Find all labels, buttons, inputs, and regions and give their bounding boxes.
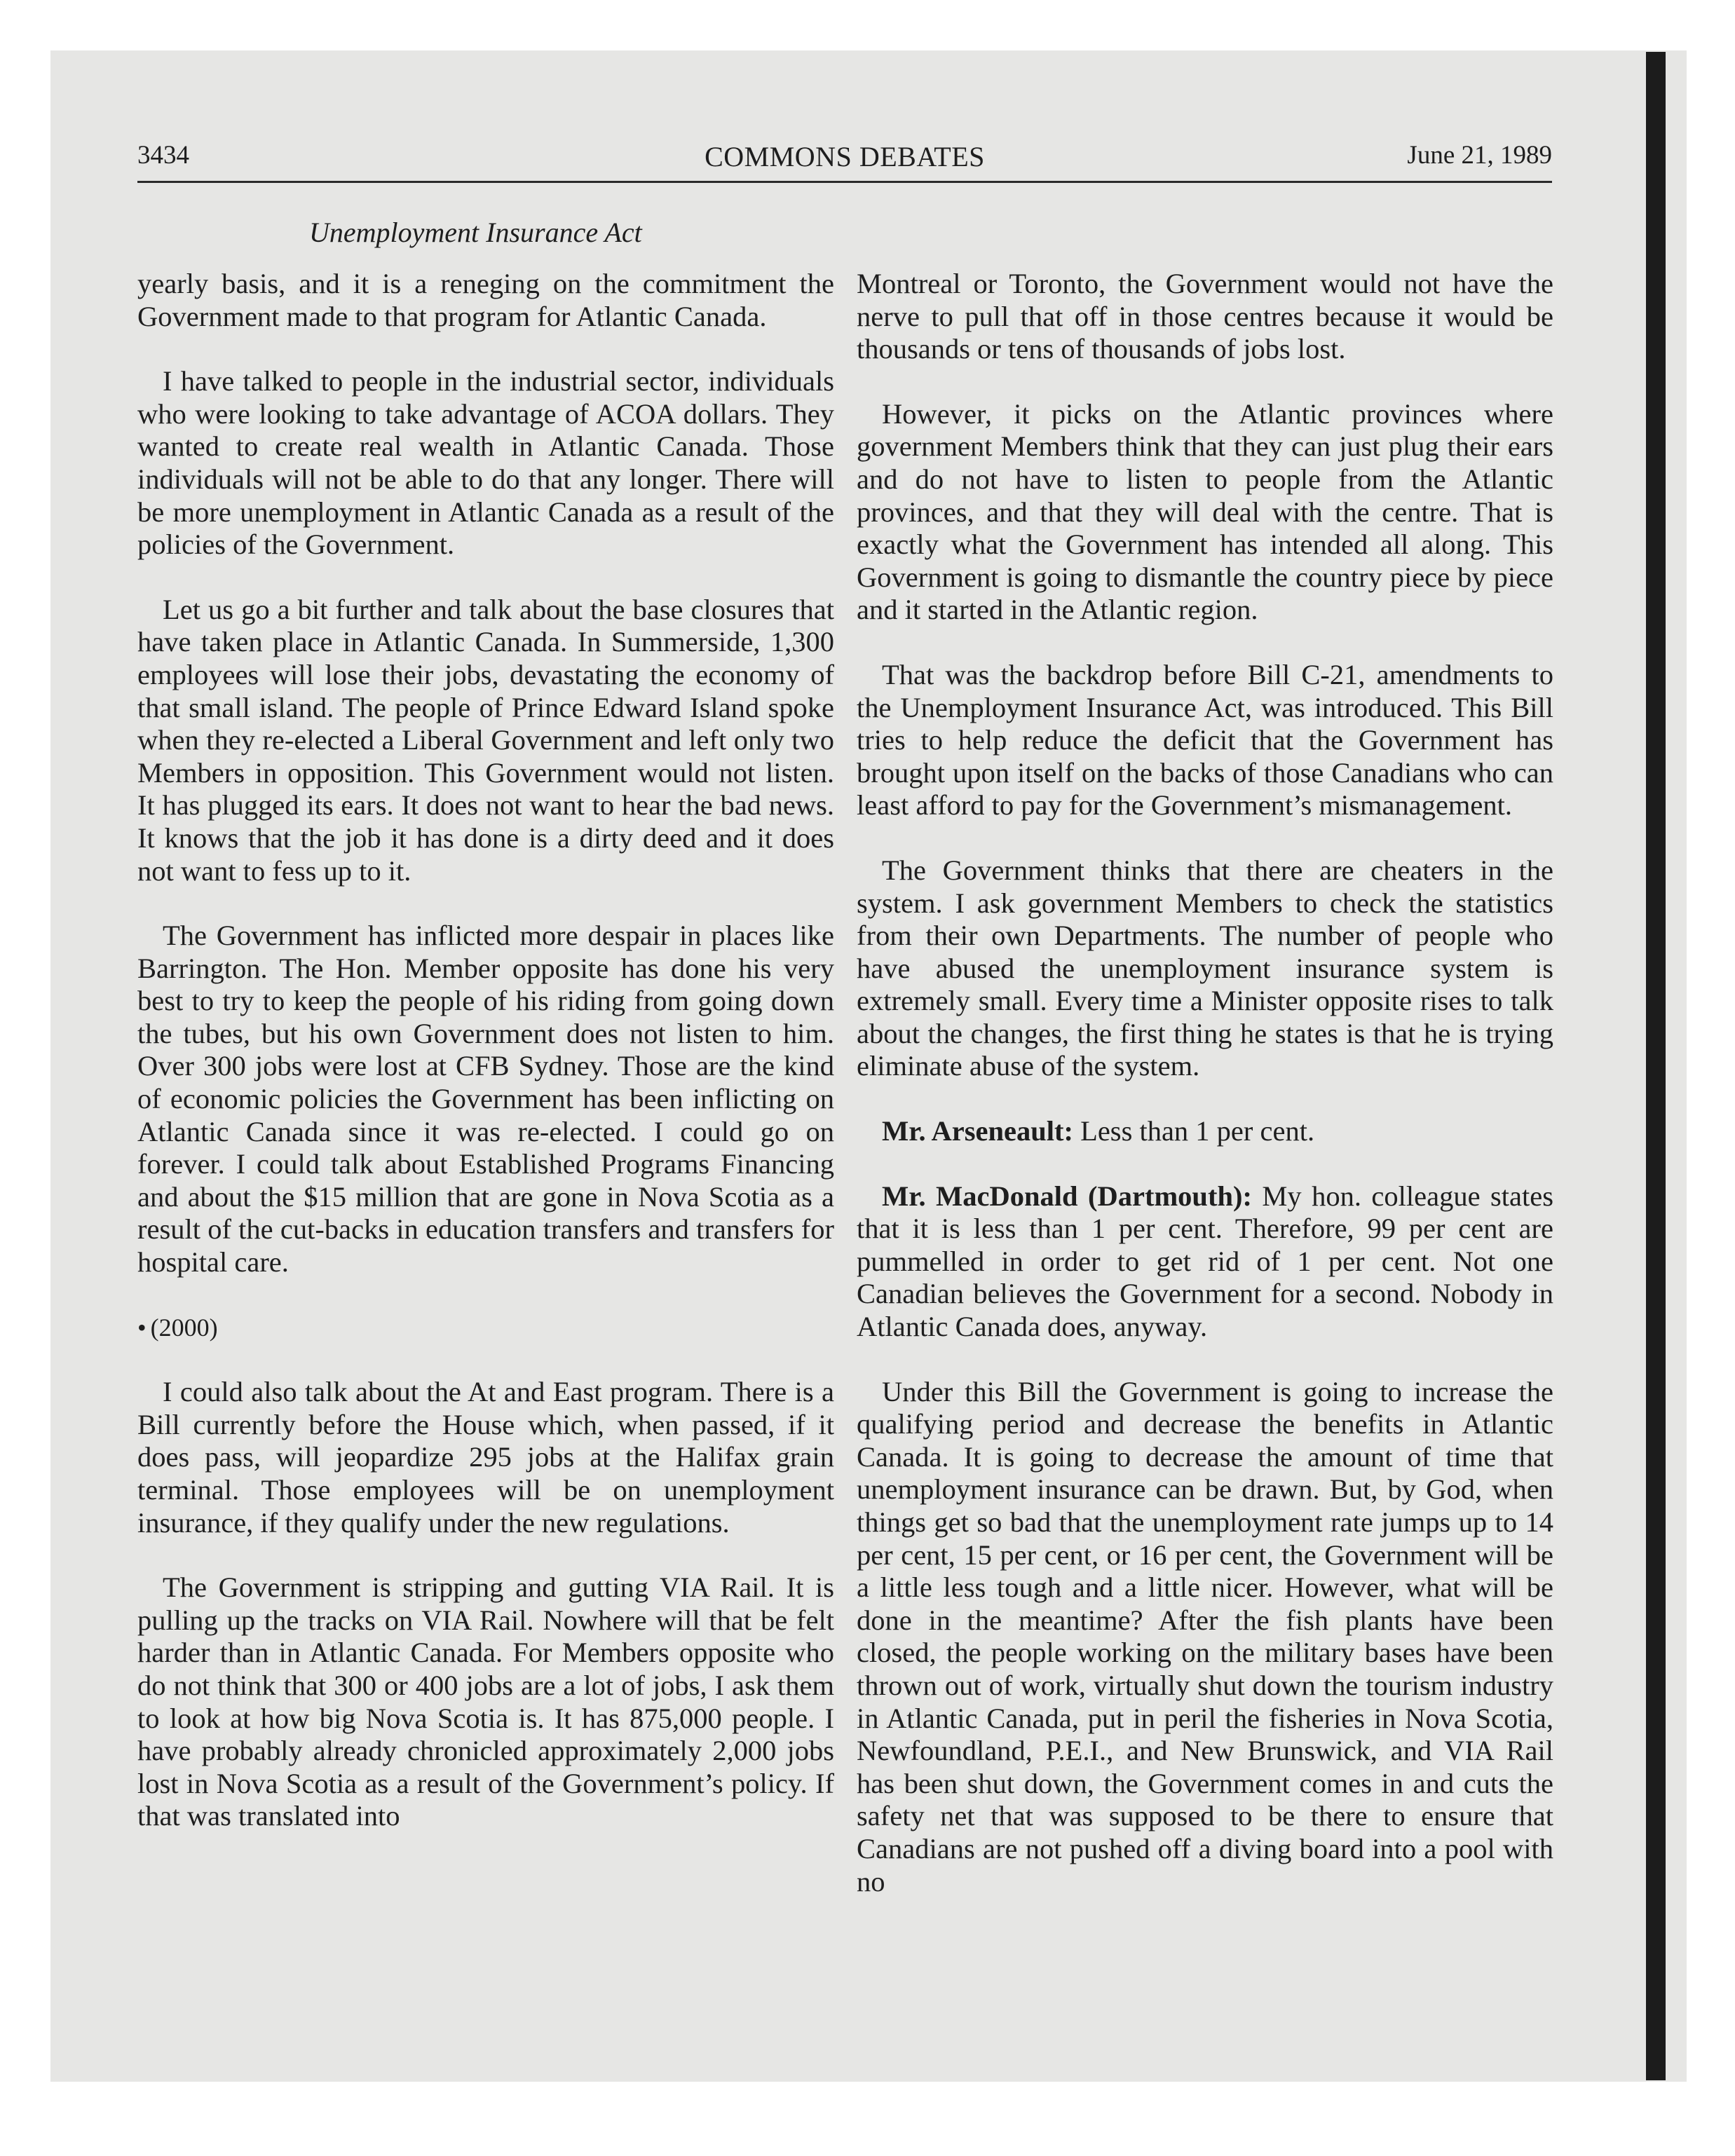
paragraph: I could also talk about the At and East program. There is a Bill currently before the House which, when passed, if it does pass, will jeopardize 295 jobs at the Halifax grain terminal. Those employees will be on unemployment insurance, if they qualify under the new regulations. <box>137 1376 834 1538</box>
page-number: 3434 <box>137 141 189 170</box>
speech-macdonald <box>857 1180 1553 1344</box>
left-column <box>137 268 834 1865</box>
paragraph: Under this Bill the Government is going to increase the qualifying period and decrease the benefits in Atlantic Canada. It is going to decrease the amount of time that unemployment insurance can be drawn. But, by God, when things get so bad that the unemployment rate jumps up to 14 per cent, 15 per cent, or 16 per cent, the Government will be a little less tough and a little nicer. However, what will be done in the meantime? After the fish plants have been closed, the people working on the military bases have been thrown out of work, virtually shut down the tourism industry in Atlantic Canada, put in peril the fisheries in Nova Scotia, Newfoundland, P.E.I., and New Brunswick, and VIA Rail has been shut down, the Government comes in and cuts the safety net that was supposed to be there to ensure that Canadians are not pushed off a diving board into a pool with no <box>857 1375 1553 1897</box>
publication-title: COMMONS DEBATES <box>705 141 985 172</box>
speech-text: Less than 1 per cent. <box>1073 1115 1315 1147</box>
section-title: Unemployment Insurance Act <box>309 217 642 248</box>
paragraph: Montreal or Toronto, the Government would not have the nerve to pull that off in those centres because it would be thousands or tens of thousands of jobs lost. <box>857 268 1553 365</box>
right-column <box>857 268 1553 1930</box>
speaker-name: Mr. MacDonald (Dartmouth): <box>882 1180 1252 1212</box>
scan-edge-bar <box>1646 52 1666 2080</box>
paragraph: The Government is stripping and gutting VIA Rail. It is pulling up the tracks on VIA Rail. Nowhere will that be felt harder than in Atlantic Canada. For Members opposite who do not think that 300 or 400 jobs are a lot of jobs, I ask them to look at how big Nova Scotia is. It has 875,000 people. I have probably already chronicled approximately 2,000 jobs lost in Nova Scotia as a result of the Government’s policy. If that was translated into <box>137 1571 834 1832</box>
speech-text: My hon. colleague states that it is less than 1 per cent. Therefore, 99 per cent are pummelled in order to get rid of 1 per cent. Not one Canadian believes the Government for a second. Nobody in Atlantic Canada does, anyway. <box>857 1180 1553 1343</box>
paragraph: However, it picks on the Atlantic provinces where government Members think that they can just plug their ears and do not have to listen to people from the Atlantic provinces, and that they will deal with the centre. That is exactly what the Government has intended all along. This Government is going to dismantle the country piece by piece and it started in the Atlantic region. <box>857 397 1553 626</box>
speaker-name: Mr. Arseneault: <box>882 1115 1073 1147</box>
paragraph: The Government has inflicted more despair in places like Barrington. The Hon. Member opposite has done his very best to try to keep the people of his riding from going down the tubes, but his own Government does not listen to him. Over 300 jobs were lost at CFB Sydney. Those are the kind of economic policies the Government has been inflicting on Atlantic Canada since it was re-elected. I could go on forever. I could talk about Established Programs Financing and about the $15 million that are gone in Nova Scotia as a result of the cut-backs in education transfers and transfers for hospital care. <box>137 920 834 1278</box>
paragraph: The Government thinks that there are cheaters in the system. I ask government Members to check the statistics from their own Departments. The number of people who have abused the unemployment insurance system is extremely small. Every time a Minister opposite rises to talk about the changes, the first thing he states is that he is trying eliminate abuse of the system. <box>857 854 1553 1082</box>
paragraph: That was the backdrop before Bill C-21, amendments to the Unemployment Insurance Act, was introduced. This Bill tries to help reduce the deficit that the Government has brought upon itself on the backs of those Canadians who can least afford to pay for the Government’s mismanagement. <box>857 658 1553 821</box>
paragraph: Let us go a bit further and talk about the base closures that have taken place in Atlantic Canada. In Summerside, 1,300 employees will lose their jobs, devastating the economy of that small island. The people of Prince Edward Island spoke when they re-elected a Liberal Government and left only two Members in opposition. This Government would not listen. It has plugged its ears. It does not want to hear the bad news. It knows that the job it has done is a dirty deed and it does not want to fess up to it. <box>137 593 834 887</box>
page-date: June 21, 1989 <box>1407 141 1552 170</box>
paragraph: I have talked to people in the industrial sector, individuals who were looking to take advantage of ACOA dollars. They wanted to create real wealth in Atlantic Canada. Those individuals will not be able to do that any longer. There will be more unemployment in Atlantic Canada as a result of the policies of the Government. <box>137 365 834 561</box>
paragraph: yearly basis, and it is a reneging on the commitment the Government made to that program for Atlantic Canada. <box>137 268 834 332</box>
header-rule <box>137 181 1552 183</box>
time-marker <box>137 1311 834 1344</box>
page-header <box>137 140 1552 175</box>
bullet-icon: • <box>137 1313 147 1342</box>
time-marker-text: (2000) <box>150 1313 218 1342</box>
speech-arseneault <box>857 1115 1553 1148</box>
